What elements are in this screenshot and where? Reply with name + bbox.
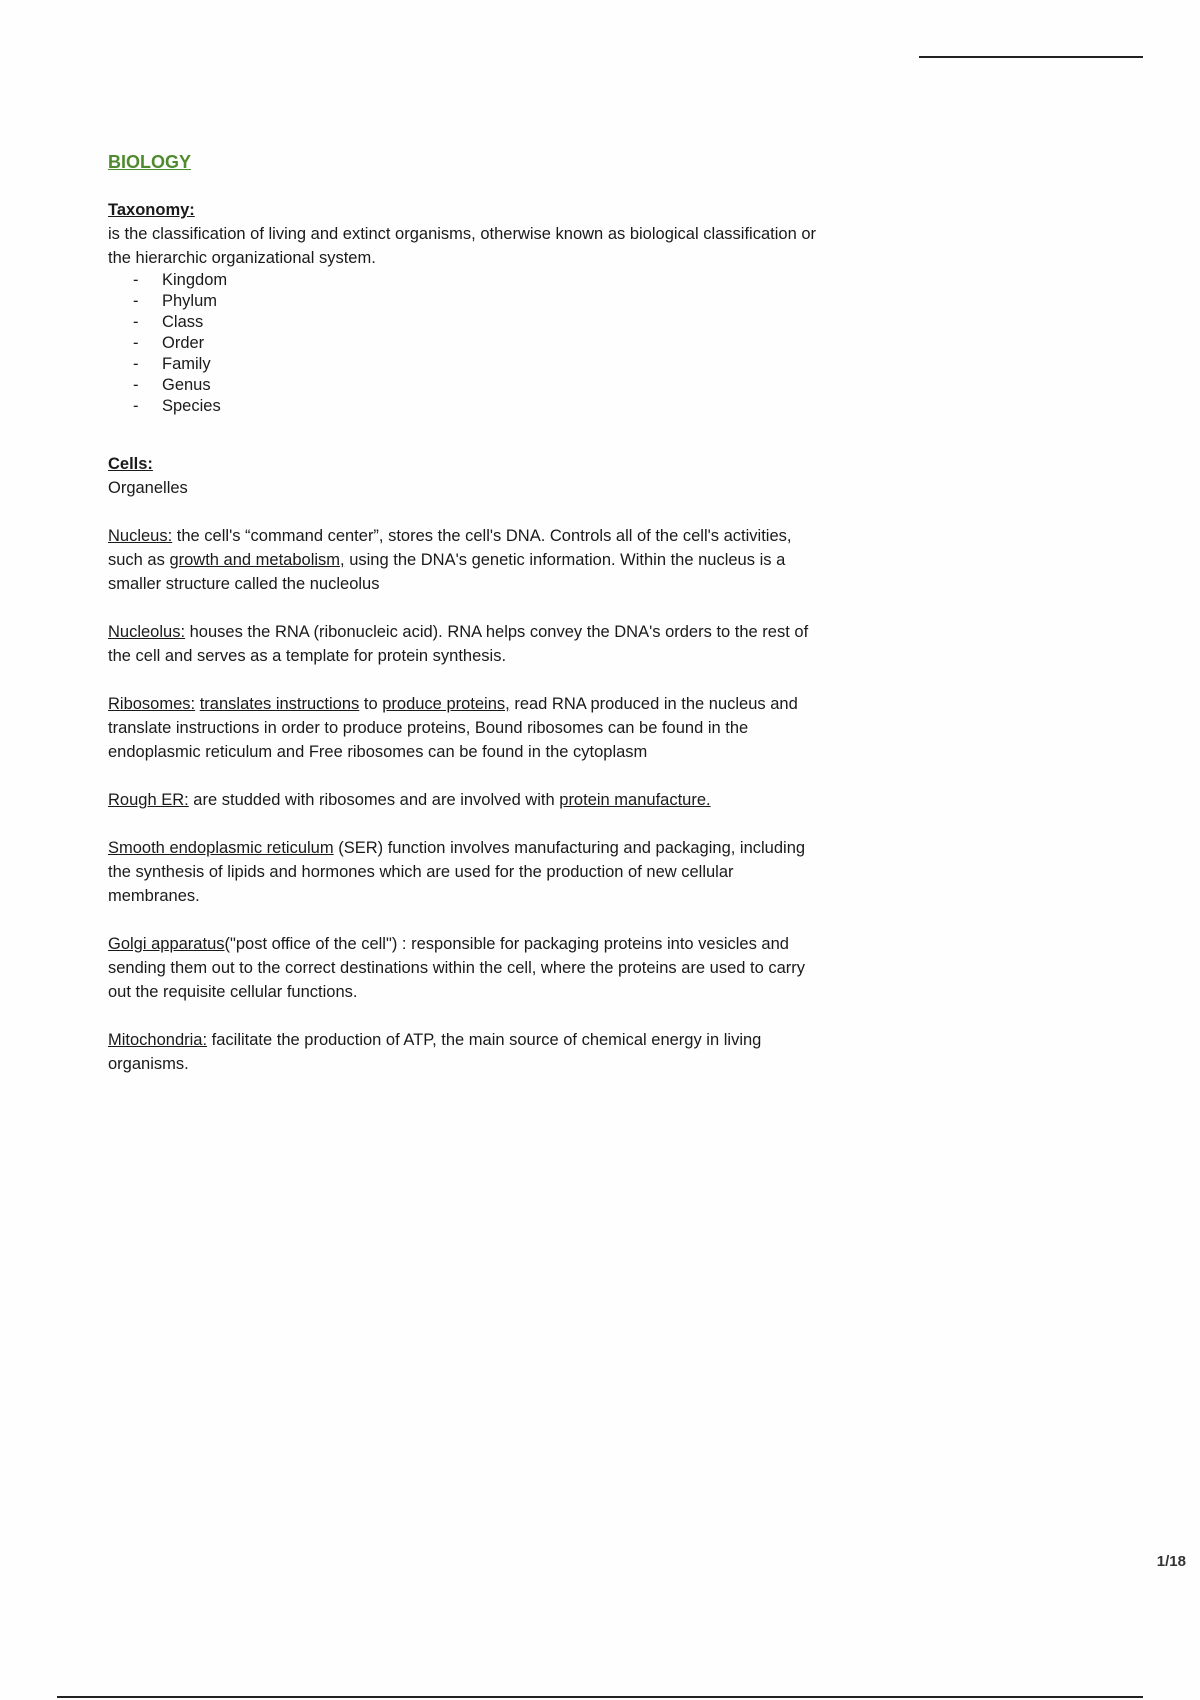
bullet-dash: -	[133, 376, 139, 394]
ribosomes-term: Ribosomes:	[108, 695, 196, 713]
smooth-er-paragraph	[108, 836, 828, 908]
mitochondria-term: Mitochondria:	[108, 1031, 208, 1049]
spacer	[108, 812, 828, 836]
ribosomes-underlined-phrase: translates instructions	[199, 695, 360, 713]
rank-label: Order	[162, 334, 205, 352]
list-item	[133, 396, 828, 417]
bullet-dash: -	[133, 355, 139, 373]
document-title: BIOLOGY	[108, 152, 192, 172]
spacer	[108, 1004, 828, 1028]
ribosomes-paragraph	[108, 692, 828, 764]
bullet-dash: -	[133, 313, 139, 331]
smooth-er-text: (SER) function involves manufacturing and packaging, including the synthesis of lipids and hormones which are used for the production of new cellular membranes.	[108, 839, 806, 905]
list-item	[133, 375, 828, 396]
mitochondria-paragraph	[108, 1028, 828, 1076]
taxonomy-definition: is the classification of living and extinct organisms, otherwise known as biological classification or the hierarchic organizational system.	[108, 225, 817, 267]
bullet-dash: -	[133, 271, 139, 289]
cells-heading: Cells:	[108, 455, 153, 473]
rank-label: Phylum	[162, 292, 218, 310]
spacer	[108, 668, 828, 692]
golgi-term: Golgi apparatus	[108, 935, 225, 953]
nucleus-text: the cell's “command center”, stores the cell's DNA. Controls all of the cell's activities, such as	[108, 527, 792, 569]
spacer	[108, 908, 828, 932]
golgi-paragraph	[108, 932, 828, 1004]
ribosomes-underlined-phrase-2: produce proteins,	[382, 695, 510, 713]
rank-label: Class	[162, 313, 204, 331]
spacer	[108, 764, 828, 788]
rank-label: Species	[162, 397, 221, 415]
ribosomes-text-cont: to	[359, 695, 383, 713]
rough-er-underlined-phrase: protein manufacture.	[559, 791, 711, 809]
rank-label: Kingdom	[162, 271, 228, 289]
rough-er-term: Rough ER:	[108, 791, 189, 809]
list-item	[133, 291, 828, 312]
nucleus-underlined-phrase: growth and metabolism,	[169, 551, 345, 569]
rough-er-text: are studded with ribosomes and are involved with	[188, 791, 560, 809]
mitochondria-text: facilitate the production of ATP, the main source of chemical energy in living organisms.	[108, 1031, 762, 1073]
document-body	[108, 150, 828, 1076]
footer-rule	[57, 1696, 1143, 1698]
bullet-dash: -	[133, 397, 139, 415]
list-item	[133, 333, 828, 354]
nucleus-paragraph	[108, 524, 828, 596]
bullet-dash: -	[133, 292, 139, 310]
list-item	[133, 270, 828, 291]
golgi-text: ("post office of the cell") : responsible for packaging proteins into vesicles and sending them out to the correct destinations within the cell, where the proteins are used to carry out the requisite cellular functions.	[108, 935, 806, 1001]
spacer	[108, 417, 828, 452]
smooth-er-term: Smooth endoplasmic reticulum	[108, 839, 334, 857]
spacer	[108, 500, 828, 524]
nucleolus-paragraph	[108, 620, 828, 668]
header-rule	[919, 56, 1143, 58]
rank-label: Genus	[162, 376, 211, 394]
spacer	[108, 596, 828, 620]
taxonomy-heading: Taxonomy:	[108, 201, 195, 219]
nucleolus-term: Nucleolus:	[108, 623, 186, 641]
rough-er-paragraph	[108, 788, 828, 812]
bullet-dash: -	[133, 334, 139, 352]
page-number: 1/18	[1156, 1553, 1186, 1570]
taxonomy-ranks-list	[108, 270, 828, 417]
nucleus-text-cont: using the DNA's genetic information. Within the nucleus is a smaller structure called the nucleolus	[108, 551, 786, 593]
nucleus-term: Nucleus:	[108, 527, 173, 545]
organelles-subheading: Organelles	[108, 479, 188, 497]
ribosomes-text-end: read RNA produced in the nucleus and translate instructions in order to produce proteins, Bound ribosomes can be found in the endoplasmic reticulum and Free ribosomes can be found in the cytoplasm	[108, 695, 798, 761]
rank-label: Family	[162, 355, 211, 373]
list-item	[133, 354, 828, 375]
list-item	[133, 312, 828, 333]
nucleolus-text: houses the RNA (ribonucleic acid). RNA helps convey the DNA's orders to the rest of the cell and serves as a template for protein synthesis.	[108, 623, 809, 665]
